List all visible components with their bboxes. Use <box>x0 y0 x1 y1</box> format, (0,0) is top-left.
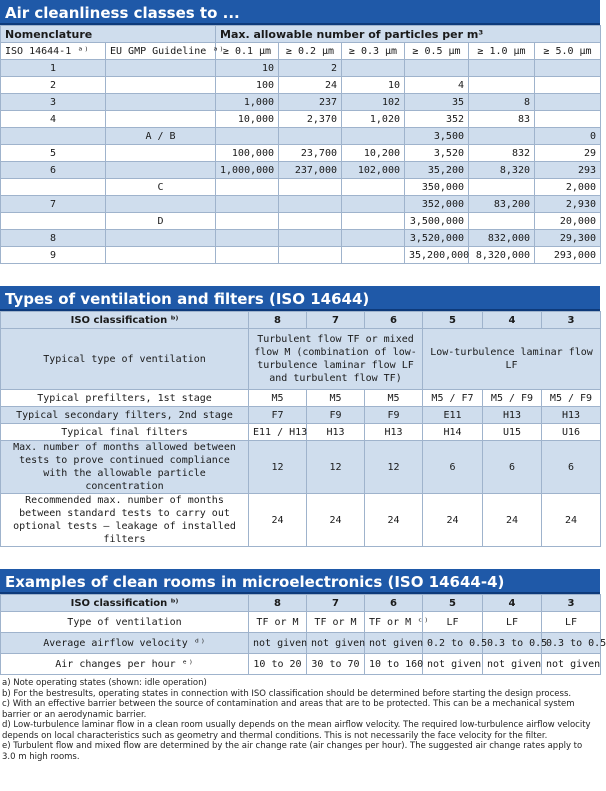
table-cell: 832 <box>469 145 535 162</box>
table-cell: 237,000 <box>279 162 342 179</box>
table-cell <box>279 196 342 213</box>
table-cell: U16 <box>542 424 601 441</box>
table-cell <box>106 230 216 247</box>
table-cell: 6 <box>542 441 601 494</box>
footnotes <box>0 675 600 765</box>
table-cell: 30 to 70 <box>307 654 365 675</box>
table-cell: 3,500,000 <box>405 213 469 230</box>
column-header: ≥ 0.3 µm <box>342 43 405 60</box>
table-cell <box>535 111 601 128</box>
table-cell: LF <box>542 612 601 633</box>
table-cell: LF <box>483 612 542 633</box>
row-label: Typical final filters <box>1 424 249 441</box>
table-cell: 0 <box>535 128 601 145</box>
turbulent-flow-cell: Turbulent flow TF or mixed flow M (combination of low-turbulence laminar flow LF and turbulent flow TF) <box>249 329 423 390</box>
column-header: EU GMP Guideline ᵃ⁾ <box>106 43 216 60</box>
table-cell: 102 <box>342 94 405 111</box>
table-cell: not given <box>307 633 365 654</box>
table-cell: 3,500 <box>405 128 469 145</box>
table-row <box>1 94 601 111</box>
table-cell <box>216 213 279 230</box>
table-cell <box>106 77 216 94</box>
table-cell: 12 <box>307 441 365 494</box>
table-cell: 10 to 20 <box>249 654 307 675</box>
table-cell: TF or M ᶜ⁾ <box>365 612 423 633</box>
table-cell: 12 <box>365 441 423 494</box>
table-cell: M5 / F9 <box>542 390 601 407</box>
table-cell: 0.3 to 0.5 <box>483 633 542 654</box>
table-cell: 6 <box>1 162 106 179</box>
table-cell: 100 <box>216 77 279 94</box>
table-cell <box>106 247 216 264</box>
table-cell: 8,320 <box>469 162 535 179</box>
table-cell: 2 <box>1 77 106 94</box>
table-cell <box>279 230 342 247</box>
table-cell: 10,200 <box>342 145 405 162</box>
table-cell: 1 <box>1 60 106 77</box>
table-cell: 0.2 to 0.5 <box>423 633 483 654</box>
row-label: Recommended max. number of months between standard tests to carry out optional tests – leakage of installed filters <box>1 494 249 547</box>
table-cell <box>342 60 405 77</box>
laminar-flow-cell: Low-turbulence laminar flow LF <box>423 329 601 390</box>
table-cell: TF or M <box>249 612 307 633</box>
table-cell: E11 <box>423 407 483 424</box>
table-cell <box>106 196 216 213</box>
column-header: ≥ 0.2 µm <box>279 43 342 60</box>
table-cell <box>469 60 535 77</box>
table-cell <box>535 94 601 111</box>
table-cell: not given <box>483 654 542 675</box>
table-cell <box>279 128 342 145</box>
footnote: e) Turbulent flow and mixed flow are determined by the air change rate (air changes per hour). The suggested air change rates apply to 3.0 m high rooms. <box>2 741 583 762</box>
table-cell: 0.3 to 0.5 <box>542 633 601 654</box>
table-cell: 293 <box>535 162 601 179</box>
footnote: c) With an effective barrier between the source of contamination and areas that are to be protected. This can be a mechanical system barrier or an aerodynamic barrier. <box>2 699 575 720</box>
row-label: Average airflow velocity ᵈ⁾ <box>1 633 249 654</box>
iso-class-header: 6 <box>365 312 423 329</box>
table-cell: 8 <box>469 94 535 111</box>
row-label: Air changes per hour ᵉ⁾ <box>1 654 249 675</box>
table-cell <box>279 247 342 264</box>
table-cell: 102,000 <box>342 162 405 179</box>
table-cell: D <box>106 213 216 230</box>
table-cell: M5 <box>307 390 365 407</box>
table-cell <box>216 128 279 145</box>
table-cell: 10 <box>216 60 279 77</box>
table-cell: 24 <box>249 494 307 547</box>
table-cell <box>106 111 216 128</box>
table1-title: Air cleanliness classes to ... <box>0 0 600 25</box>
table-cell <box>535 77 601 94</box>
footnote: d) Low-turbulence laminar flow in a clean room usually depends on the mean airflow velocity. The required low-turbulence airflow velocity depends on local characteristics such as geometry and thermal conditions. This is not necessarily the face velocity for the filter. <box>2 720 591 741</box>
table-cell: 24 <box>365 494 423 547</box>
table-cell: 10 to 160 <box>365 654 423 675</box>
iso-class-header: 7 <box>307 312 365 329</box>
table-cell: M5 / F9 <box>483 390 542 407</box>
table-cell: not given <box>249 633 307 654</box>
row-label: Typical secondary filters, 2nd stage <box>1 407 249 424</box>
table-cell: E11 / H13 <box>249 424 307 441</box>
table-cell: A / B <box>106 128 216 145</box>
table-cell <box>1 213 106 230</box>
nomenclature-header: Nomenclature <box>1 26 216 43</box>
iso-class-header: 4 <box>483 595 542 612</box>
row-label: Type of ventilation <box>1 612 249 633</box>
table-cell: 237 <box>279 94 342 111</box>
table-cell: 6 <box>423 441 483 494</box>
table-cell: H13 <box>307 424 365 441</box>
table-cell: 35 <box>405 94 469 111</box>
iso-class-header: 3 <box>542 595 601 612</box>
table-cell: H13 <box>365 424 423 441</box>
table-cell: 8 <box>1 230 106 247</box>
table-cell: 832,000 <box>469 230 535 247</box>
table-cell: 4 <box>1 111 106 128</box>
table-cell: 5 <box>1 145 106 162</box>
iso-class-header: 7 <box>307 595 365 612</box>
iso-classification-label: ISO classification ᵇ⁾ <box>1 312 249 329</box>
cleanrooms-microelectronics-table <box>0 594 606 675</box>
table-cell: U15 <box>483 424 542 441</box>
table-cell <box>216 196 279 213</box>
table-row <box>1 230 601 247</box>
table-cell: 29,300 <box>535 230 601 247</box>
table-cell: 20,000 <box>535 213 601 230</box>
column-header: ISO 14644-1 ᵃ⁾ <box>1 43 106 60</box>
table-cell: 3,520 <box>405 145 469 162</box>
table-cell: 10,000 <box>216 111 279 128</box>
table-cell: not given <box>423 654 483 675</box>
max-particles-header: Max. allowable number of particles per m³ <box>216 26 601 43</box>
iso-class-header: 6 <box>365 595 423 612</box>
table-cell: H13 <box>483 407 542 424</box>
table-row <box>1 60 601 77</box>
table-cell <box>469 179 535 196</box>
iso-class-header: 5 <box>423 595 483 612</box>
table-cell <box>279 179 342 196</box>
iso-class-header: 4 <box>483 312 542 329</box>
table-cell: F9 <box>307 407 365 424</box>
table-cell <box>1 179 106 196</box>
table-cell: 2,370 <box>279 111 342 128</box>
column-header: ≥ 1.0 µm <box>469 43 535 60</box>
row-label: Max. number of months allowed between tests to prove continued compliance with the allowable particle concentration <box>1 441 249 494</box>
footnote: b) For the bestresults, operating states in connection with ISO classification should be determined before starting the design process. <box>2 688 572 699</box>
table-cell: 3 <box>1 94 106 111</box>
table-row <box>1 441 601 494</box>
table-row <box>1 162 601 179</box>
table-row <box>1 213 601 230</box>
table-row <box>1 128 601 145</box>
iso-classification-label: ISO classification ᵇ⁾ <box>1 595 249 612</box>
table-cell: C <box>106 179 216 196</box>
footnote: a) Note operating states (shown: idle operation) <box>2 678 207 688</box>
row-label: Typical prefilters, 1st stage <box>1 390 249 407</box>
table-row <box>1 407 601 424</box>
iso-class-header: 8 <box>249 595 307 612</box>
table-cell <box>106 60 216 77</box>
table-cell <box>342 179 405 196</box>
table-cell: M5 / F7 <box>423 390 483 407</box>
table-cell: 24 <box>483 494 542 547</box>
table-row <box>1 77 601 94</box>
table-cell <box>342 247 405 264</box>
table-cell: 4 <box>405 77 469 94</box>
table-cell: M5 <box>365 390 423 407</box>
table-cell: 293,000 <box>535 247 601 264</box>
table-cell <box>469 128 535 145</box>
table-cell: F7 <box>249 407 307 424</box>
table-cell <box>535 60 601 77</box>
table-row <box>1 654 601 675</box>
table-cell: 10 <box>342 77 405 94</box>
ventilation-filters-table <box>0 311 601 547</box>
table-cell: 7 <box>1 196 106 213</box>
table-cell: 2,930 <box>535 196 601 213</box>
table-cell <box>469 77 535 94</box>
table-cell: 9 <box>1 247 106 264</box>
table-cell: 6 <box>483 441 542 494</box>
table-cell <box>279 213 342 230</box>
iso-class-header: 8 <box>249 312 307 329</box>
table-cell: 352 <box>405 111 469 128</box>
table-cell: M5 <box>249 390 307 407</box>
table-cell: H13 <box>542 407 601 424</box>
table-cell: 35,200,000 <box>405 247 469 264</box>
iso-class-header: 3 <box>542 312 601 329</box>
table-cell <box>342 230 405 247</box>
table-cell: 2 <box>279 60 342 77</box>
table2-title: Types of ventilation and filters (ISO 14644) <box>0 286 600 311</box>
table-cell <box>106 162 216 179</box>
table-row <box>1 612 601 633</box>
table-row <box>1 390 601 407</box>
table-cell: 24 <box>423 494 483 547</box>
table-row <box>1 247 601 264</box>
table-cell: not given <box>365 633 423 654</box>
table-row <box>1 196 601 213</box>
table-cell <box>342 196 405 213</box>
column-header: ≥ 0.5 µm <box>405 43 469 60</box>
table-cell <box>342 213 405 230</box>
table-row <box>1 494 601 547</box>
table-cell: 35,200 <box>405 162 469 179</box>
column-header: ≥ 5.0 µm <box>535 43 601 60</box>
table-cell <box>405 60 469 77</box>
table-cell: 1,000 <box>216 94 279 111</box>
table-cell: 23,700 <box>279 145 342 162</box>
iso-class-header: 5 <box>423 312 483 329</box>
table-cell <box>216 230 279 247</box>
table-cell: TF or M <box>307 612 365 633</box>
table-cell <box>106 94 216 111</box>
table-cell: 29 <box>535 145 601 162</box>
table-cell: 24 <box>279 77 342 94</box>
table-cell <box>216 179 279 196</box>
table-cell <box>216 247 279 264</box>
table-row <box>1 633 601 654</box>
table-cell: 83 <box>469 111 535 128</box>
table-row <box>1 145 601 162</box>
table-cell: H14 <box>423 424 483 441</box>
table-row <box>1 179 601 196</box>
table-cell: 2,000 <box>535 179 601 196</box>
table-cell: 100,000 <box>216 145 279 162</box>
ventilation-type-label: Typical type of ventilation <box>1 329 249 390</box>
air-cleanliness-table <box>0 25 601 264</box>
table-row <box>1 111 601 128</box>
table-cell: 24 <box>307 494 365 547</box>
table-cell: 3,520,000 <box>405 230 469 247</box>
table-cell: 352,000 <box>405 196 469 213</box>
table-cell <box>1 128 106 145</box>
table-cell: F9 <box>365 407 423 424</box>
table-cell: 8,320,000 <box>469 247 535 264</box>
table3-title: Examples of clean rooms in microelectronics (ISO 14644-4) <box>0 569 600 594</box>
table-cell: 1,000,000 <box>216 162 279 179</box>
table-cell <box>106 145 216 162</box>
table-cell: LF <box>423 612 483 633</box>
table-cell: 83,200 <box>469 196 535 213</box>
table-cell: 12 <box>249 441 307 494</box>
table-cell: 24 <box>542 494 601 547</box>
table-cell: not given <box>542 654 601 675</box>
table-cell: 350,000 <box>405 179 469 196</box>
table-row <box>1 424 601 441</box>
table-cell <box>342 128 405 145</box>
table-cell <box>469 213 535 230</box>
column-header: ≥ 0.1 µm <box>216 43 279 60</box>
table-cell: 1,020 <box>342 111 405 128</box>
